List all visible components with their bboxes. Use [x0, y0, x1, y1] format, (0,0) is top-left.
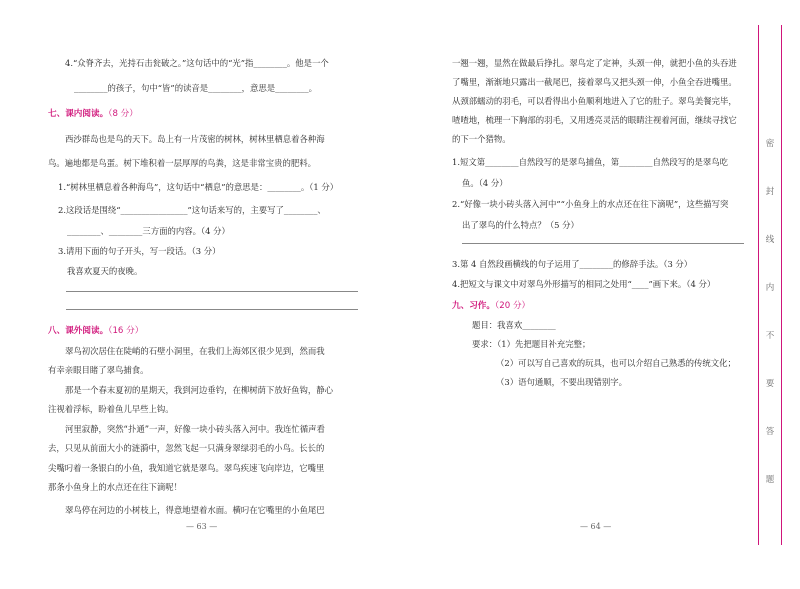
q8-4: 4.把短文与课文中对翠鸟外形描写的相同之处用“____”画下来。（4 分）	[452, 279, 716, 289]
page-number: — 64 —	[580, 522, 612, 531]
seal-char: 不	[765, 331, 775, 341]
q8-2-line-2: 出了翠鸟的什么特点？（5 分）	[462, 220, 579, 230]
q8-1-line-1: 1.短文第________自然段写的是翠鸟捕鱼，第________自然段写的是翠鸟吃	[452, 157, 728, 167]
section-7-heading	[48, 107, 138, 119]
seal-line-strip	[758, 25, 782, 545]
answer-line	[66, 291, 358, 292]
passage-8-cont-line: 从颈部蠕动的羽毛，可以看得出小鱼顺利地进入了它的肚子。翠鸟美餐完毕，	[452, 96, 737, 106]
section-8-score: （16 分）	[108, 326, 144, 336]
q4-line-1: 4.“众脊齐去，光持石击瓮破之。”这句话中的“光”指________。他是一个	[65, 58, 329, 68]
passage-8-cont-line: 了嘴里，渐渐地只露出一截尾巴，接着翠鸟又把头颈一伸，小鱼全吞进嘴里。	[452, 77, 737, 87]
passage-8-line: 那条小鱼身上的水点还在往下滴呢！	[48, 482, 182, 492]
section-9-title: 九、习作。	[452, 301, 495, 311]
passage-8-cont-line: 喳喳地，梳理一下胸部的羽毛，又用透亮灵活的眼睛注视着河面，继续寻找它	[452, 115, 737, 125]
q8-1-line-2: 鱼。（4 分）	[462, 178, 508, 188]
passage-7-line-2: 鸟。遍地都是鸟蛋。树下堆积着一层厚厚的鸟粪，这是非常宝贵的肥料。	[48, 158, 316, 168]
answer-line	[66, 309, 358, 310]
passage-8-line: 去，只见从前面大小的涟漪中，忽然飞起一只满身翠绿羽毛的小鸟。长长的	[48, 443, 325, 453]
seal-char: 要	[765, 379, 775, 389]
passage-8-line: 注视着浮标，盼着鱼儿早些上钩。	[48, 404, 174, 414]
q7-3-prompt: 我喜欢夏天的夜晚。	[67, 266, 143, 276]
section-8-heading	[48, 324, 143, 336]
q7-1: 1.“树林里栖息着各种海鸟”，这句话中“栖息”的意思是：________。（1 分）	[58, 182, 339, 192]
q4-line-2: ________的孩子，句中“皆”的读音是________，意思是________。	[74, 83, 318, 93]
essay-title: 题目：我喜欢________	[472, 320, 556, 330]
q8-2-line-1: 2.“好像一块小砖头落入河中”“小鱼身上的水点还在往下滴呢”，这些描写突	[452, 199, 729, 209]
q7-3: 3.请用下面的句子开头，写一段话。（3 分）	[58, 246, 221, 256]
seal-char: 封	[765, 187, 775, 197]
answer-line	[462, 243, 744, 244]
passage-8-cont-line: 的下一个猎物。	[452, 134, 511, 144]
section-7-title: 七、课内阅读。	[48, 109, 109, 119]
passage-8-cont-line: 一翘一翘，显然在做最后挣扎。翠鸟定了定神，头颈一伸，就把小鱼的头吞进	[452, 58, 737, 68]
seal-char: 题	[765, 475, 775, 485]
passage-8-line: 那是一个春末夏初的星期天，我到河边垂钓，在柳树荫下放好鱼钩，静心	[65, 385, 333, 395]
right-page	[400, 0, 800, 589]
essay-requirement: 要求：（1）先把题目补充完整；	[472, 339, 591, 349]
seal-char: 内	[765, 283, 775, 293]
passage-8-line: 有幸亲眼目睹了翠鸟捕食。	[48, 365, 149, 375]
q7-2-line-2: ________、________三方面的内容。（4 分）	[67, 226, 230, 236]
q7-2-line-1: 2.这段话是围绕“________________”这句话来写的，主要写了________、	[58, 205, 326, 215]
passage-7-line-1: 西沙群岛也是鸟的天下。岛上有一片茂密的树林，树林里栖息着各种海	[65, 134, 325, 144]
essay-requirement: （2）可以写自己喜欢的玩具，也可以介绍自己熟悉的传统文化；	[496, 358, 736, 368]
seal-char: 答	[765, 427, 775, 437]
essay-requirement: （3）语句通顺，不要出现错别字。	[496, 377, 627, 387]
section-9-score: （20 分）	[494, 301, 531, 311]
passage-8-line: 尖嘴叼着一条银白的小鱼，我知道它就是翠鸟。翠鸟疾速飞向岸边，它嘴里	[48, 463, 325, 473]
seal-char: 密	[765, 139, 775, 149]
seal-char: 线	[765, 235, 775, 245]
passage-8-line: 翠鸟停在河边的小树枝上，得意地望着水面。横叼在它嘴里的小鱼尾巴	[65, 505, 325, 515]
section-9-heading	[452, 299, 530, 311]
section-8-title: 八、课外阅读。	[48, 326, 109, 336]
q8-3: 3.第 4 自然段画横线的句子运用了________的修辞手法。（3 分）	[452, 259, 693, 269]
section-7-score: （8 分）	[108, 109, 138, 119]
passage-8-line: 翠鸟初次居住在陡峭的石壁小洞里，在我们上海郊区很少见到，然而我	[65, 346, 325, 356]
page-number: — 63 —	[186, 522, 218, 531]
passage-8-line: 河里寂静，突然“扑通”一声，好像一块小砖头落入河中。我连忙循声看	[65, 424, 325, 434]
